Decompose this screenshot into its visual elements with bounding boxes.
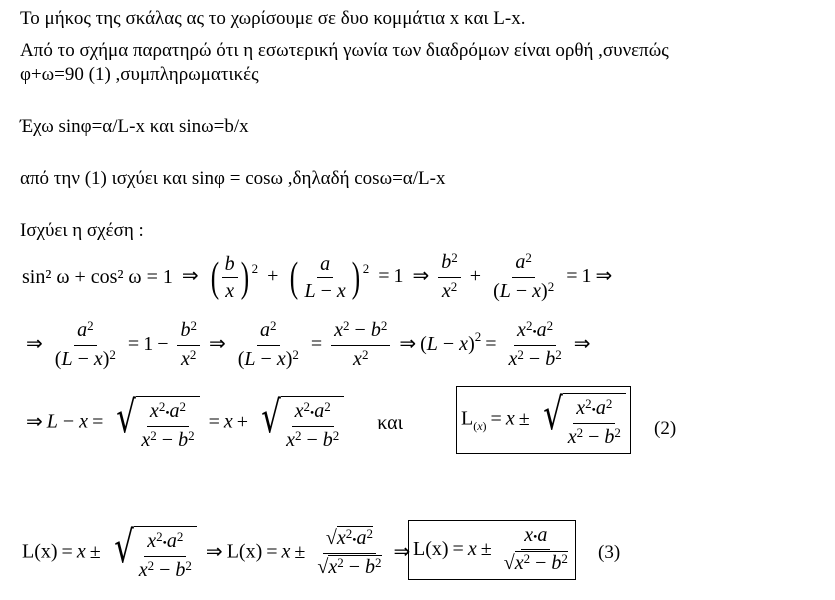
text-line-5: από την (1) ισχύει και sinφ = cosω ,δηλαδή cosω=α/L-x (20, 168, 446, 189)
kai-word: και (377, 411, 403, 434)
text-line-4: Έχω sinφ=α/L-x και sinω=b/x (20, 116, 249, 137)
text-line-3: φ+ω=90 (1) ,συμπληρωματικές (20, 64, 259, 85)
text-line-6: Ισχύει η σχέση : (20, 220, 144, 241)
text-line-1: Το μήκος της σκάλας ας το χωρίσουμε σε δυο κομμάτια x και L-x. (20, 8, 526, 29)
boxed-result-3: L(x) = x ± $\frac{x•a}{√x^2 - b^2}$ (408, 520, 576, 580)
identity-label: sin² ω + cos² ω = 1 (22, 266, 173, 288)
equation-2: ⇒ $\frac{a^2}{(L - x)^2}$ = 1 − $\frac{b^2}{x^2}$ ⇒ $\frac{a^2}{(L - x)^2}$ = $\frac{x^2 - b^2}{x^2}$ ⇒ $(L - x)^2$ = $\frac{x^2•a^2}{x^2 - b^2}$ ⇒ (26, 318, 591, 370)
equation-3: ⇒ L − x = √ $\frac{x^2•a^2}{x^2 - b^2}$ = x + √ $\frac{x^2•a^2}{x^2 - b^2}$ και (22, 392, 403, 454)
eq-number-3: (3) (598, 542, 621, 563)
boxed-result-2: $L_{(x)} = x$ ± √ $\frac{x^2•a^2}{x^2 - b^2}$ (456, 386, 631, 454)
equation-1: sin² ω + cos² ω = 1 ⇒ ( $\frac{b}{x}$ ) $^2$ + ( $\frac{a}{L - x}$ ) $^2$ = 1 ⇒ $\frac{b^2}{x^2}$ + $\frac{a^2}{(L - x)^2}$ = 1 ⇒ (22, 250, 613, 302)
equation-4: L(x) = x ± √ $\frac{x^2•a^2}{x^2 - b^2}$ ⇒ L(x) = x ± $\frac{√x^2•a^2}{√x^2 - b^2}$ ⇒ (22, 522, 414, 584)
eq-number-2: (2) (654, 418, 677, 439)
text-line-2: Από το σχήμα παρατηρώ ότι η εσωτερική γωνία των διαδρόμων είναι ορθή ,συνεπώς (20, 40, 669, 61)
